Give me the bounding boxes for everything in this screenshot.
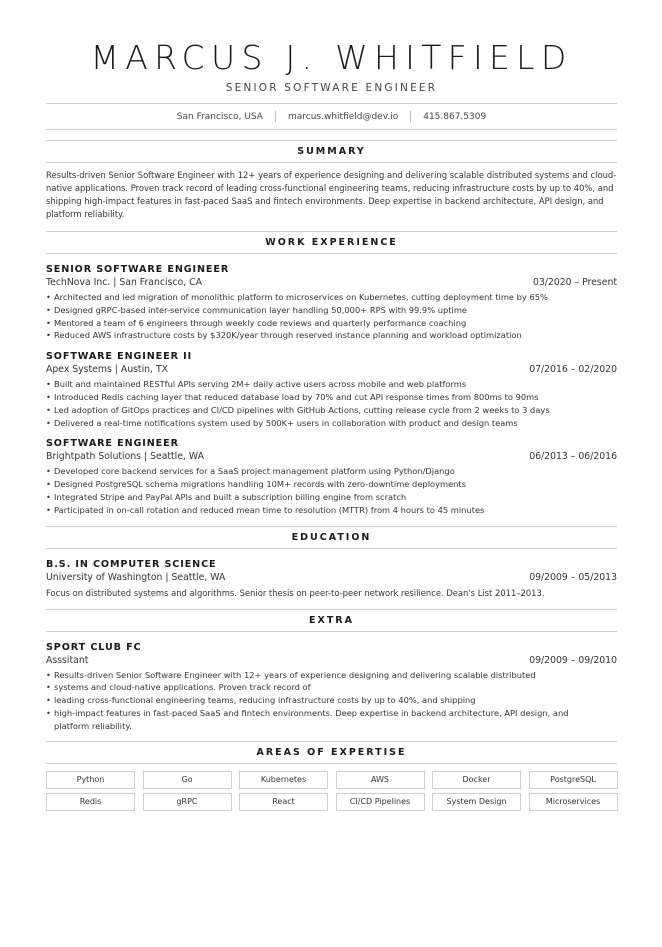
contact-bar (46, 104, 617, 129)
education-meta (46, 571, 617, 584)
bullet-item: • Reduced AWS infrastructure costs by $320K/year through reserved instance planning and workload optimization (46, 329, 617, 342)
job-company: Apex Systems | Austin, TX (46, 364, 169, 376)
section-title-summary: SUMMARY (297, 146, 366, 157)
bullet-item: • Integrated Stripe and PayPal APIs and built a subscription billing engine from scratch (46, 491, 617, 504)
bullet-item: • Developed core backend services for a SaaS project management platform using Python/Django (46, 465, 617, 478)
extra-meta (46, 654, 617, 667)
summary-text: Results-driven Senior Software Engineer with 12+ years of experience designing and delivering scalable distributed systems and cloud-native applications. Proven track record of leading cross-functional engineering teams, reducing infrastructure costs by up to 40%, and shipping high-impact features in fast-paced SaaS and fintech environments. Deep expertise in backend architecture, API design, and platform reliability. (46, 170, 617, 219)
job-bullets (46, 378, 617, 429)
skill-tag: PostgreSQL (529, 771, 618, 789)
skill-tag: Kubernetes (239, 771, 328, 789)
job-title: SENIOR SOFTWARE ENGINEER (46, 264, 230, 275)
job-bullets (46, 291, 617, 342)
candidate-name: MARCUS J. WHITFIELD (90, 38, 573, 77)
bullet-item: • high-impact features in fast-paced SaaS and fintech environments. Deep expertise in backend architecture, API design, and platform reliability. (46, 707, 606, 733)
section-title-extra: EXTRA (309, 614, 354, 626)
section-title-education: EDUCATION (291, 531, 372, 543)
education-dates: 09/2009 – 05/2013 (529, 571, 617, 583)
job-entry (46, 263, 617, 342)
job-meta (46, 276, 617, 289)
divider (46, 631, 617, 632)
job-meta (46, 363, 617, 376)
education-note: Focus on distributed systems and algorithms. Senior thesis on peer-to-peer network resilience. Dean's List 2011–2013. (46, 587, 545, 598)
bullet-item: • Architected and led migration of monolithic platform to microservices on Kubernetes, cutting deployment time by 65% (46, 291, 617, 304)
skill-tag: Go (143, 771, 232, 789)
bullet-item: • Introduced Redis caching layer that reduced database load by 70% and cut API response times from 800ms to 90ms (46, 391, 617, 404)
school-name: University of Washington | Seattle, WA (46, 571, 226, 583)
extra-entry (46, 641, 617, 733)
divider (46, 253, 617, 254)
skill-tag: CI/CD Pipelines (336, 793, 425, 811)
extra-role: Asssitant (46, 654, 89, 666)
education-entry (46, 558, 617, 600)
contact-phone[interactable]: 415.867.5309 (423, 111, 487, 122)
job-company: Brightpath Solutions | Seattle, WA (46, 451, 204, 463)
divider (46, 763, 617, 764)
skill-tag: Redis (46, 793, 135, 811)
divider (46, 129, 617, 130)
skill-tag: System Design (432, 793, 521, 811)
job-dates: 07/2016 – 02/2020 (529, 364, 617, 376)
contact-location: San Francisco, USA (176, 111, 263, 122)
job-entry (46, 350, 617, 429)
extra-title: SPORT CLUB FC (46, 641, 142, 653)
job-meta (46, 450, 617, 463)
bullet-item: • Mentored a team of 6 engineers through weekly code reviews and quarterly performance coaching (46, 317, 617, 330)
section-title-experience: WORK EXPERIENCE (265, 237, 398, 248)
bullet-item: • Delivered a real-time notifications system used by 500K+ users in collaboration with product and design teams (46, 417, 617, 430)
candidate-title: SENIOR SOFTWARE ENGINEER (225, 82, 438, 94)
degree-title: B.S. IN COMPUTER SCIENCE (46, 558, 217, 570)
job-company: TechNova Inc. | San Francisco, CA (46, 277, 202, 288)
job-bullets (46, 465, 617, 516)
bullet-item: • leading cross-functional engineering teams, reducing infrastructure costs by up to 40%, and shipping (46, 694, 606, 707)
skill-tag: React (239, 793, 328, 811)
bullet-item: • Designed PostgreSQL schema migrations handling 10M+ records with zero-downtime deployments (46, 478, 617, 491)
job-entry (46, 437, 617, 516)
divider (46, 162, 617, 163)
resume-page (46, 0, 617, 811)
skill-tag: gRPC (143, 793, 232, 811)
skills-grid (46, 771, 617, 811)
skill-tag: Python (46, 771, 135, 789)
contact-separator (275, 111, 276, 122)
bullet-item: • Built and maintained RESTful APIs serving 2M+ daily active users across mobile and web platforms (46, 378, 617, 391)
extra-bullets (46, 669, 606, 733)
bullet-item: • Designed gRPC-based inter-service communication layer handling 50,000+ RPS with 99.9% uptime (46, 304, 617, 317)
section-title-expertise: AREAS OF EXPERTISE (256, 746, 407, 758)
skill-tag: AWS (336, 771, 425, 789)
skill-tag: Docker (432, 771, 521, 789)
skill-tag: Microservices (529, 793, 618, 811)
extra-dates: 09/2009 – 09/2010 (529, 654, 617, 666)
job-title: SOFTWARE ENGINEER (46, 438, 179, 450)
bullet-item: • Participated in on-call rotation and reduced mean time to resolution (MTTR) from 4 hours to 45 minutes (46, 504, 617, 517)
divider (46, 548, 617, 549)
bullet-item: • systems and cloud-native applications. Proven track record of (46, 681, 606, 694)
bullet-item: • Results-driven Senior Software Engineer with 12+ years of experience designing and delivering scalable distributed (46, 669, 606, 682)
bullet-item: • Led adoption of GitOps practices and CI/CD pipelines with GitHub Actions, cutting release cycle from 2 weeks to 3 days (46, 404, 617, 417)
job-dates: 06/2013 – 06/2016 (529, 451, 617, 463)
contact-separator (410, 111, 411, 122)
contact-email[interactable]: marcus.whitfield@dev.io (287, 111, 399, 122)
job-title: SOFTWARE ENGINEER II (46, 351, 193, 363)
job-dates: 03/2020 – Present (532, 277, 617, 288)
